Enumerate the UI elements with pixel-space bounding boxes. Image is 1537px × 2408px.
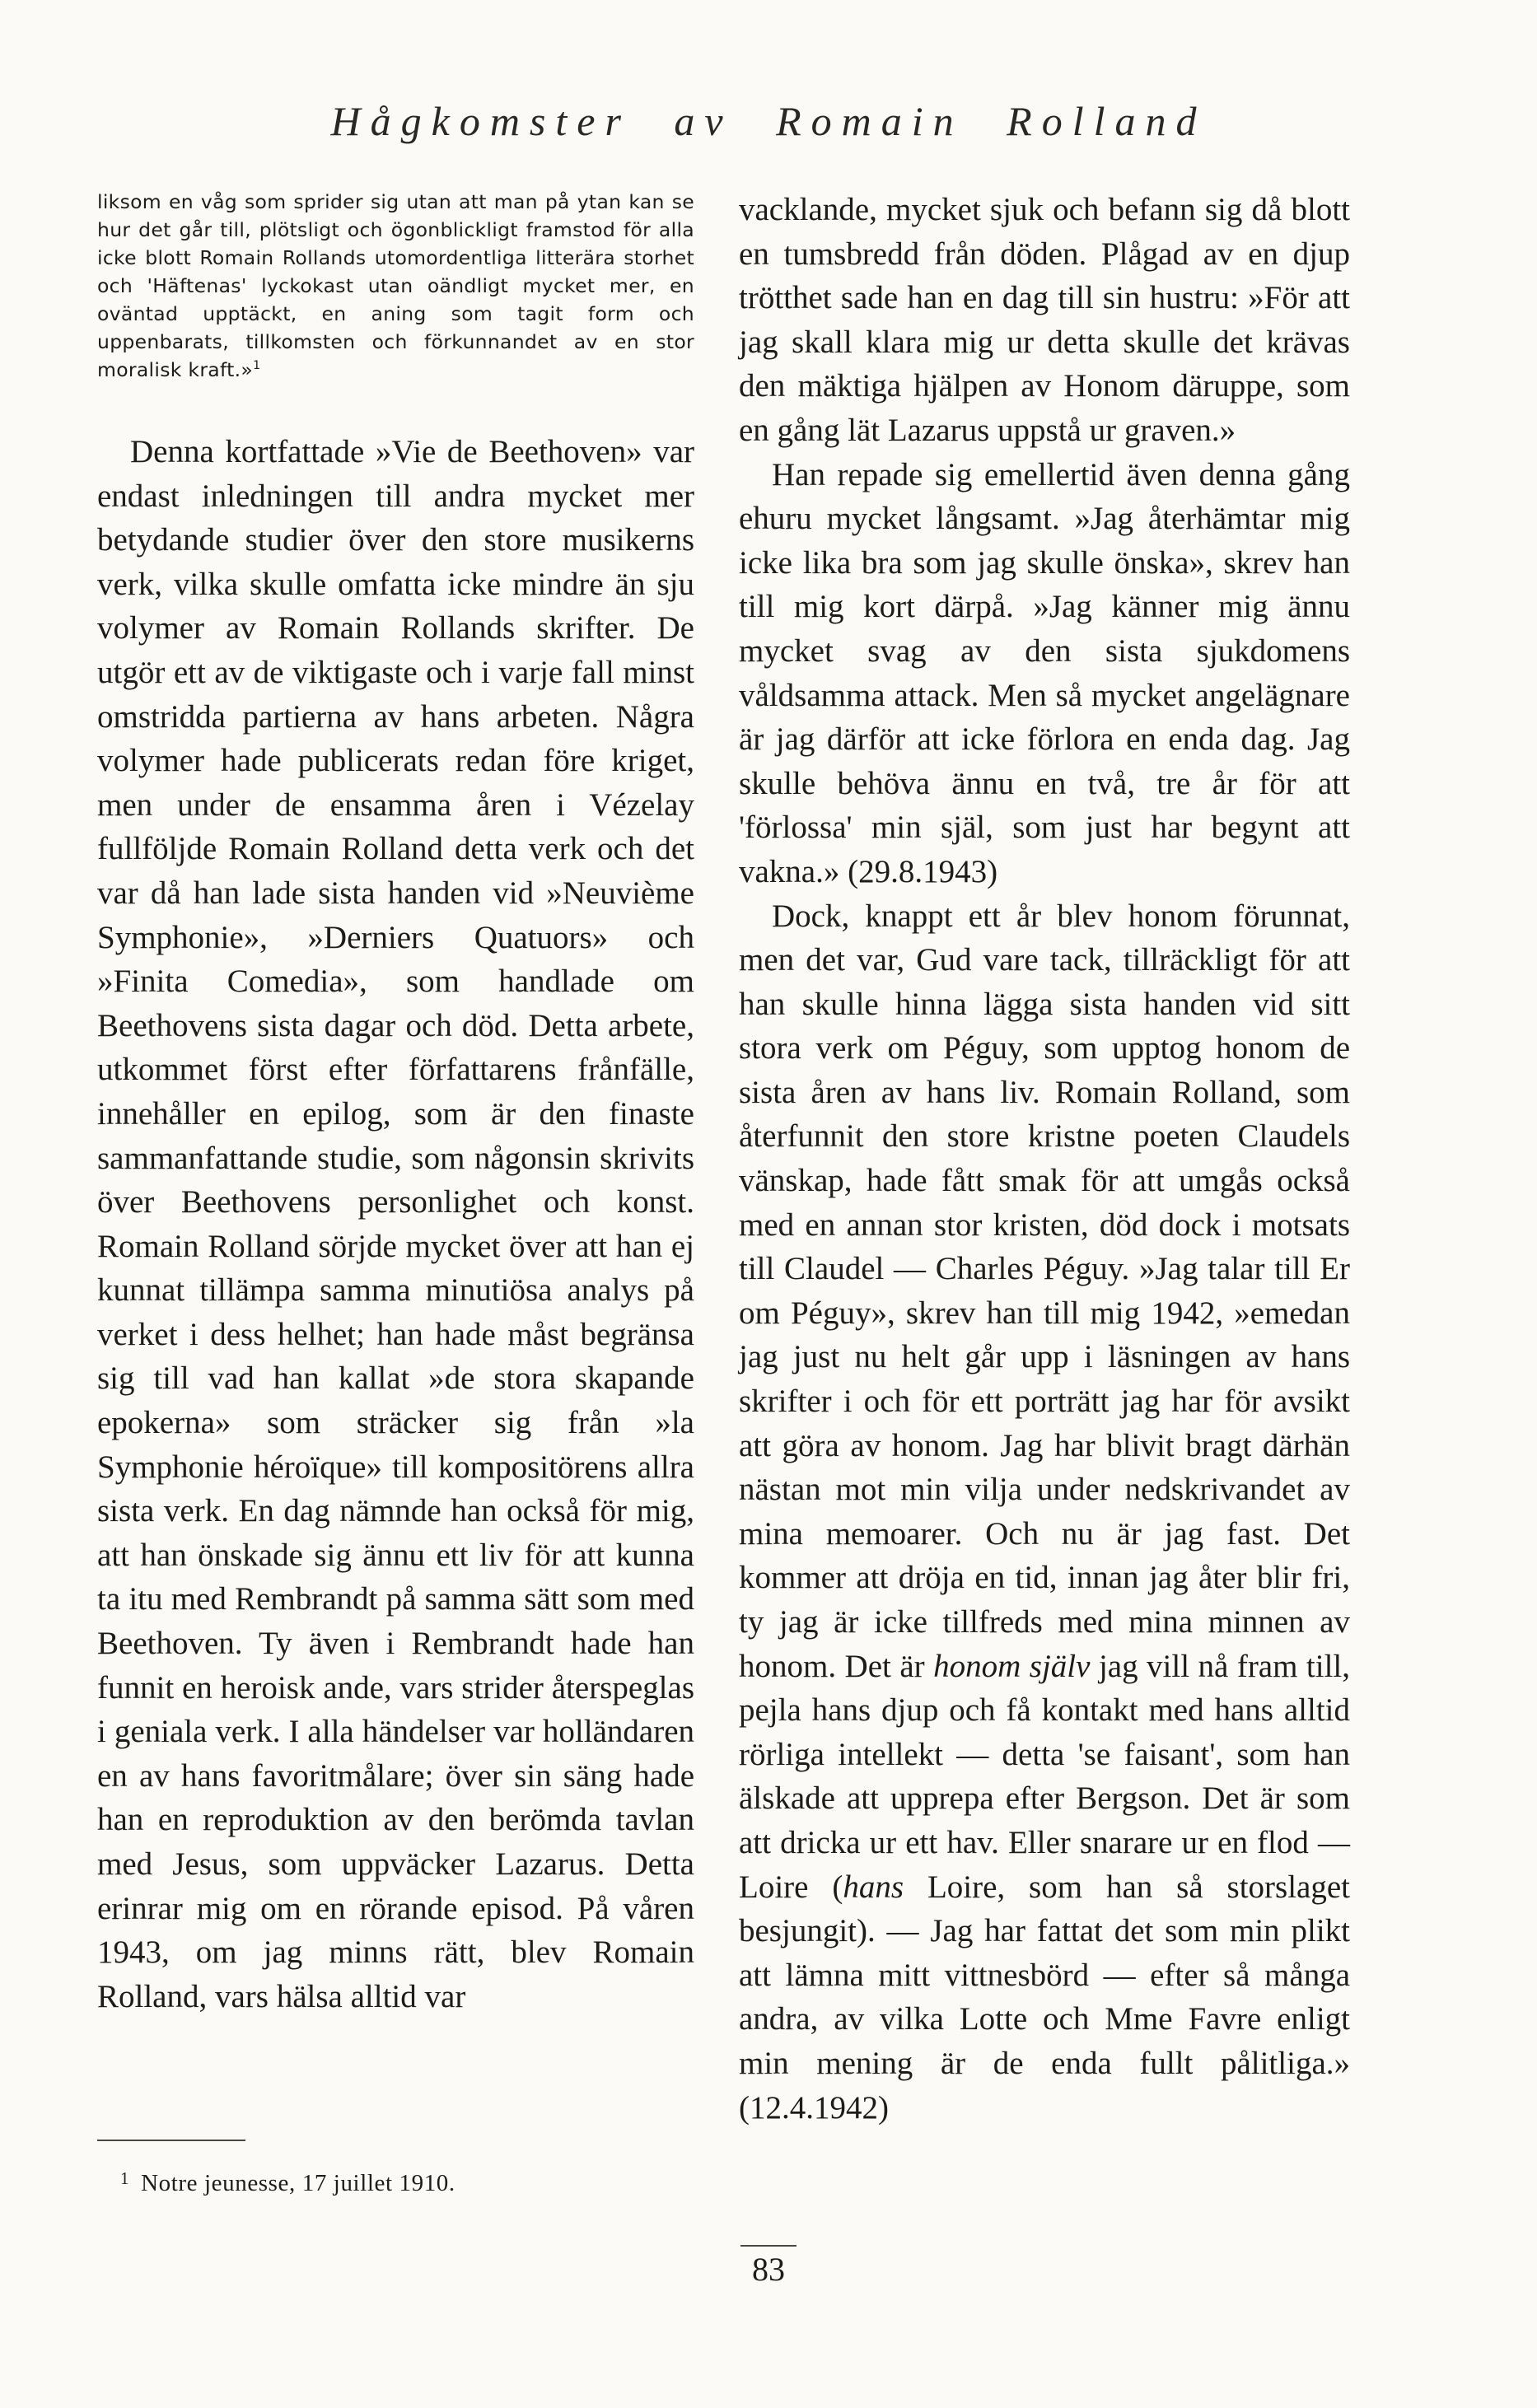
footnote-divider [97, 2140, 245, 2141]
paragraph: Denna kortfattade »Vie de Beethoven» var endast inledningen till andra mycket mer betydande studier över den store musikerns verk, vilka skulle omfatta icke mindre än sju volymer av Romain Rollands skrifter. De utgör ett av de viktigaste och i varje fall minst omstridda partierna av hans arbeten. Några volymer hade publicerats redan före kriget, men under de ensamma åren i Vézelay fullföljde Romain Rolland detta verk och det var då han lade sista handen vid »Neuvième Symphonie», »Derniers Quatuors» och »Finita Comedia», som handlade om Beethovens sista dagar och död. Detta arbete, utkommet först efter författarens frånfälle, innehåller en epilog, som är den finaste sammanfattande studie, som någonsin skrivits över Beethovens personlighet och konst. Romain Rolland sörjde mycket över att han ej kunnat tillämpa samma minutiösa analys på verket i dess helhet; han hade måst begränsa sig till vad han kallat »de stora skapande epokerna» som sträcker sig från »la Symphonie héroïque» till kompositörens allra sista verk. En dag nämnde han också för mig, att han önskade sig ännu ett liv för att kunna ta itu med Rembrandt på samma sätt som med Beethoven. Ty även i Rembrandt hade han funnit en heroisk ande, vars strider återspeglas i geniala verk. I alla händelser var holländaren en av hans favoritmålare; över sin säng hade han en reproduktion av den berömda tavlan med Jesus, som uppväcker Lazarus. Detta erinrar mig om en rörande episod. På våren 1943, om jag minns rätt, blev Romain Rolland, vars hälsa alltid var [97, 434, 694, 2014]
paragraph-text: Loire, som han så storslaget besjungit). — Jag har fattat det som min plikt att lämna mitt vittnesbörd — efter så många andra, av vilka Lotte och Mme Favre enligt min mening är de enda fullt pålitliga.» (12.4.1942) [739, 1869, 1351, 2126]
paragraph-text: Dock, knappt ett år blev honom förunnat, men det var, Gud vare tack, tillräckligt för att han skulle hinna lägga sista handen vid sitt stora verk om Péguy, som upptog honom de sista åren av hans liv. Romain Rolland, som återfunnit den store kristne poeten Claudels vänskap, hade fått smak för att umgås också med en annan stor kristen, död dock i motsats till Claudel — Charles Péguy. »Jag talar till Er om Péguy», skrev han till mig 1942, »emedan jag just nu helt går upp i läsningen av hans skrifter i och för ett porträtt jag har för avsikt att göra av honom. Jag har blivit bragt därhän nästan mot min vilja under nedskrivandet av mina memoarer. Och nu är jag fast. Det kommer att dröja en tid, innan jag åter blir fri, ty jag är icke tillfreds med mina minnen av honom. Det är [739, 898, 1350, 1684]
left-column [97, 188, 694, 2018]
italic-emphasis: honom själv [933, 1648, 1091, 1684]
paragraph-text: jag vill nå fram till, pejla hans djup och få kontakt med hans alltid rörliga intellekt — detta 'se faisant', som han älskade att upprepa efter Bergson. Det är som att dricka ur ett hav. Eller snarare ur en flod — Loire ( [739, 1648, 1351, 1905]
block-quote-text: liksom en våg som sprider sig utan att man på ytan kan se hur det går till, plötsligt och ögonblickligt framstod för alla icke blott Romain Rollands utomordentliga litterära storhet och 'Häftenas' lyckokast utan oändligt mycket mer, en oväntad upptäckt, en aning som tagit form och uppenbarats, tillkomsten och förkunnandet av en stor moralisk kraft.» [97, 190, 694, 381]
paragraph: Han repade sig emellertid även denna gång ehuru mycket långsamt. »Jag återhämtar mig icke lika bra som jag skulle önska», skrev han till mig kort därpå. »Jag känner mig ännu mycket svag av den sista sjukdomens våldsamma attack. Men så mycket angelägnare är jag därför att icke förlora en enda dag. Jag skulle behöva ännu en två, tre år för att 'förlossa' min själ, som just har begynt att vakna.» (29.8.1943) [739, 456, 1350, 889]
footnote-reference: 1 [253, 359, 261, 373]
running-title: Hågkomster av Romain Rolland [330, 98, 1207, 144]
italic-emphasis: hans [843, 1869, 904, 1905]
footnote-text: Notre jeunesse, 17 juillet 1910. [141, 2170, 455, 2196]
paragraph [739, 894, 1350, 2130]
paragraph: vacklande, mycket sjuk och befann sig då blott en tumsbredd från döden. Plågad av en djup trötthet sade han en dag till sin hustru: »För att jag skall klara mig ur detta skulle det krävas den mäktiga hjälpen av Honom däruppe, som en gång lät Lazarus uppstå ur graven.» [739, 192, 1350, 448]
footnote-mark: 1 [120, 2168, 130, 2188]
footnote [97, 2162, 694, 2200]
block-quote [97, 188, 694, 384]
page-number-container [0, 2245, 1537, 2289]
page-number: 83 [740, 2245, 797, 2289]
right-column [739, 188, 1350, 2130]
